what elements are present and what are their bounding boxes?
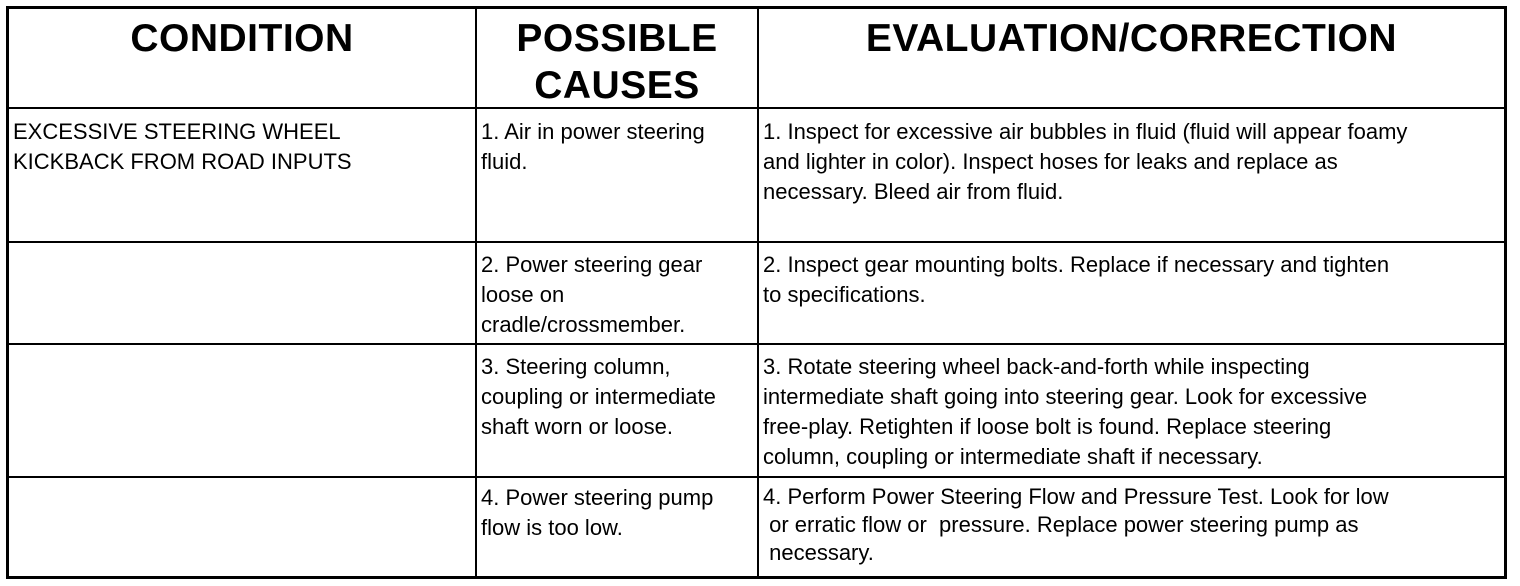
header-causes-line2: CAUSES [534, 64, 700, 107]
text-line: EXCESSIVE STEERING WHEEL [13, 119, 341, 144]
text-line: necessary. Bleed air from fluid. [763, 179, 1064, 204]
text-line: to specifications. [763, 282, 926, 307]
row-3-correction [763, 352, 1367, 472]
text-line: necessary. [763, 540, 874, 565]
header-possible-causes [477, 15, 757, 109]
text-line: KICKBACK FROM ROAD INPUTS [13, 149, 352, 174]
text-line: free-play. Retighten if loose bolt is found. Replace steering [763, 414, 1332, 439]
text-line: 2. Inspect gear mounting bolts. Replace if necessary and tighten [763, 252, 1390, 277]
text-line: intermediate shaft going into steering gear. Look for excessive [763, 384, 1368, 409]
row-2-correction [763, 250, 1389, 310]
row-divider [9, 241, 1504, 243]
row-2-cause [481, 250, 702, 340]
row-1-condition [13, 117, 352, 177]
header-condition: CONDITION [130, 17, 354, 60]
text-line: fluid. [481, 149, 528, 174]
row-4-cause [481, 483, 713, 543]
text-line: 3. Steering column, [481, 354, 671, 379]
text-line: and lighter in color). Inspect hoses for leaks and replace as [763, 149, 1338, 174]
text-line: 1. Inspect for excessive air bubbles in fluid (fluid will appear foamy [763, 119, 1408, 144]
text-line: 4. Perform Power Steering Flow and Pressure Test. Look for low [763, 484, 1389, 509]
diagnosis-table [6, 6, 1507, 579]
text-line: or erratic flow or pressure. Replace power steering pump as [763, 512, 1359, 537]
row-1-cause [481, 117, 705, 177]
row-divider [9, 343, 1504, 345]
text-line: cradle/crossmember. [481, 312, 686, 337]
text-line: loose on [481, 282, 565, 307]
text-line: shaft worn or loose. [481, 414, 673, 439]
row-3-cause [481, 352, 716, 442]
column-divider [757, 9, 759, 576]
text-line: flow is too low. [481, 515, 623, 540]
text-line: coupling or intermediate [481, 384, 716, 409]
row-4-correction [763, 483, 1389, 567]
text-line: 1. Air in power steering [481, 119, 705, 144]
text-line: 2. Power steering gear [481, 252, 703, 277]
text-line: 4. Power steering pump [481, 485, 714, 510]
row-1-correction [763, 117, 1407, 207]
text-line: 3. Rotate steering wheel back-and-forth while inspecting [763, 354, 1310, 379]
header-causes-line1: POSSIBLE [516, 17, 718, 60]
text-line: column, coupling or intermediate shaft if necessary. [763, 444, 1263, 469]
row-divider [9, 476, 1504, 478]
header-evaluation-correction: EVALUATION/CORRECTION [865, 17, 1398, 60]
